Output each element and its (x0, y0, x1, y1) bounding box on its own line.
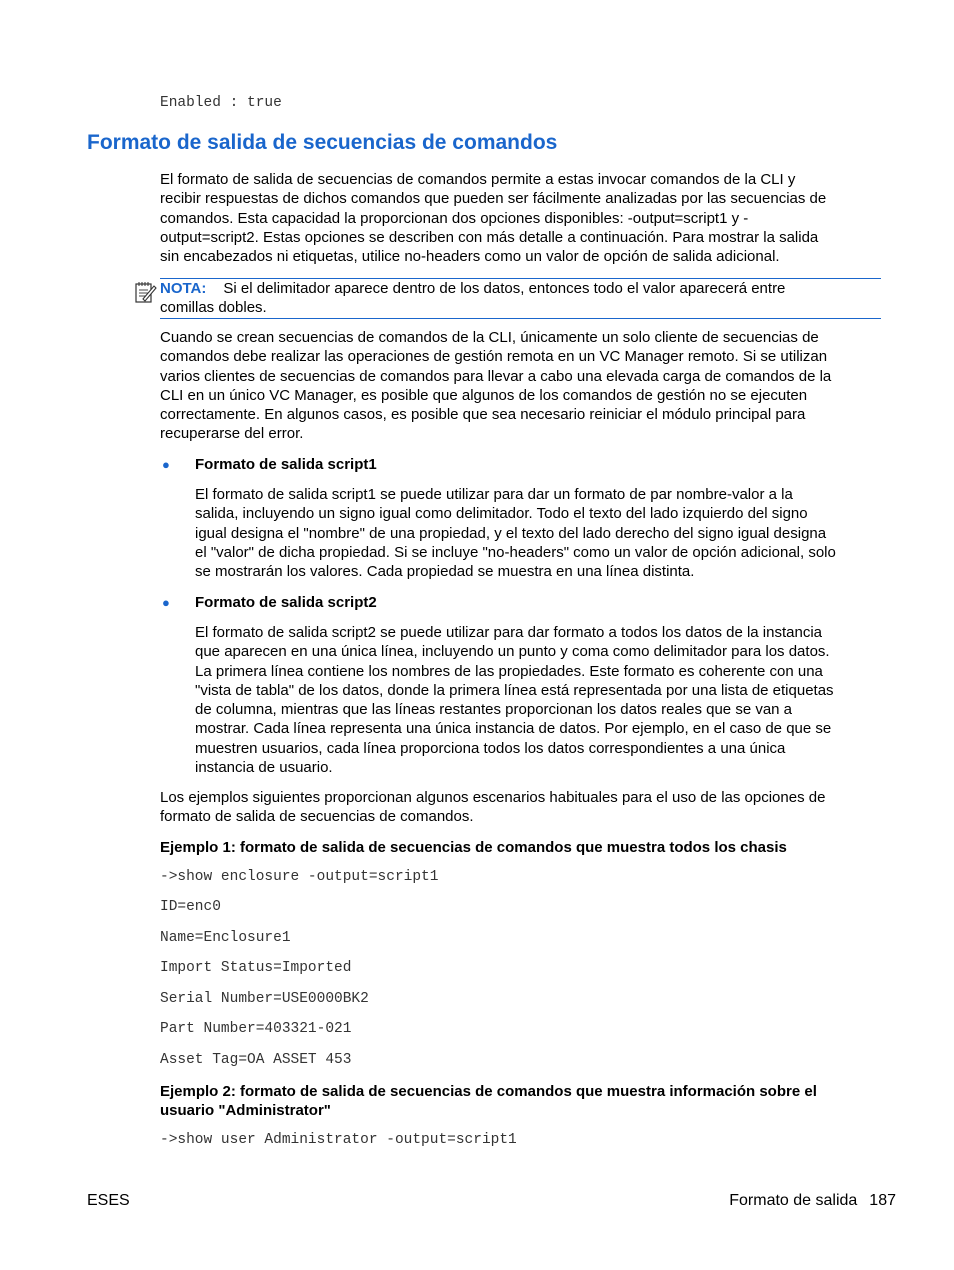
paragraph-examples-intro (160, 788, 825, 827)
note-line: Si el delimitador aparece dentro de los datos, entonces todo el valor aparecerá entre (223, 280, 786, 297)
code-line: ->show user Administrator -output=script1 (160, 1132, 517, 1148)
code-line: Import Status=Imported (160, 960, 352, 976)
bullet-line: muestren usuarios, cada línea proporciona todos los datos correspondientes a una única (195, 739, 786, 757)
bullet-line: salida, incluyendo un signo igual como delimitador. Todo el texto del lado izquierdo del signo (195, 505, 808, 523)
paragraph-line: Los ejemplos siguientes proporcionan algunos escenarios habituales para el uso de las opciones de (160, 789, 826, 806)
bullet-line: El formato de salida script2 se puede utilizar para dar formato a todos los datos de la instancia (195, 624, 823, 641)
paragraph-line: formato de salida de secuencias de comandos. (160, 808, 474, 826)
paragraph-line: comandos debe realizar las operaciones de gestión remota en un VC Manager remoto. Si se utilizan (160, 348, 828, 366)
bullet-line: de columna, mientras que las líneas restantes proporcionan los datos reales que se van a (195, 701, 793, 719)
code-line: ->show enclosure -output=script1 (160, 869, 439, 885)
paragraph-line: Cuando se crean secuencias de comandos de la CLI, únicamente un solo cliente de secuencias de (160, 329, 819, 346)
paragraph-cli-scripts (160, 328, 831, 444)
intro-line: El formato de salida de secuencias de comandos permite a estas invocar comandos de la CLI y (160, 171, 796, 188)
paragraph-line: varios clientes de secuencias de comandos para llevar a cabo una elevada carga de comandos de la (160, 367, 832, 385)
paragraph-line: correctamente. En algunos casos, es posible que sea necesario reiniciar el módulo principal para (160, 406, 806, 424)
note-line: comillas dobles. (160, 299, 267, 317)
bullet-line: mostrar. Cada línea representa una única instancia de datos. Por ejemplo, en el caso de que se (195, 720, 832, 738)
code-line-enabled: Enabled : true (160, 95, 282, 111)
footer-page-info (729, 1192, 896, 1210)
bullet-line: La primera línea contiene los nombres de las propiedades. Este formato es coherente con una (195, 662, 823, 680)
paragraph-line: recuperarse del error. (160, 425, 304, 443)
note-label: NOTA: (160, 280, 207, 297)
bullet-icon: ● (162, 595, 170, 610)
code-line: Part Number=403321-021 (160, 1021, 352, 1037)
page-number: 187 (869, 1192, 896, 1209)
bullet-heading-script1: Formato de salida script1 (195, 456, 377, 473)
intro-line: output=script2. Estas opciones se describen con más detalle a continuación. Para mostrar la salida (160, 228, 819, 246)
bullet-line: El formato de salida script1 se puede utilizar para dar un formato de par nombre-valor a la (195, 486, 793, 503)
bullet-line: instancia de usuario. (195, 759, 333, 777)
example2-heading (160, 1082, 817, 1121)
paragraph-line: CLI en un único VC Manager, es posible que algunos de los comandos de gestión no se ejecuten (160, 386, 808, 404)
bullet-icon: ● (162, 457, 170, 472)
intro-line: sin encabezados ni etiquetas, utilice no-headers como un valor de opción de salida adicional. (160, 248, 780, 266)
bullet-heading-script2: Formato de salida script2 (195, 594, 377, 611)
example2-heading-line: usuario "Administrator" (160, 1102, 331, 1120)
bullet-line: igual designa el "nombre" de una propiedad, y el texto del lado derecho del signo igual designa (195, 524, 827, 542)
bullet-line: "vista de tabla" de los datos, donde la primera línea está representada por una lista de etiquetas (195, 681, 834, 699)
bullet-body-script1 (195, 485, 836, 581)
intro-line: comandos. Esta capacidad la proporcionan dos opciones disponibles: -output=script1 y - (160, 209, 749, 227)
bullet-body-script2 (195, 623, 834, 777)
note-text (160, 279, 880, 318)
code-line: Serial Number=USE0000BK2 (160, 991, 369, 1007)
bullet-line: se mostrarán los valores. Cada propiedad se muestra en una línea distinta. (195, 563, 695, 581)
footer-locale: ESES (87, 1192, 130, 1209)
code-line: Asset Tag=OA ASSET 453 (160, 1052, 352, 1068)
footer-section: Formato de salida (729, 1192, 858, 1209)
intro-paragraph (160, 170, 826, 266)
note-icon (134, 280, 158, 304)
code-line: ID=enc0 (160, 899, 221, 915)
example1-heading: Ejemplo 1: formato de salida de secuencias de comandos que muestra todos los chasis (160, 839, 787, 856)
bullet-line: el "valor" de dicha propiedad. Si se incluye "no-headers" como un valor de opción adicional, solo (195, 543, 836, 561)
bullet-line: que aparecen en una única línea, incluyendo un punto y coma como delimitador para los datos. (195, 643, 830, 661)
note-bottom-rule (160, 318, 881, 319)
intro-line: recibir respuestas de dichos comandos que pueden ser fácilmente analizadas por las secuencias de (160, 190, 827, 208)
code-line: Name=Enclosure1 (160, 930, 291, 946)
example2-heading-line: Ejemplo 2: formato de salida de secuencias de comandos que muestra información sobre el (160, 1083, 817, 1100)
section-title: Formato de salida de secuencias de comandos (87, 131, 558, 154)
